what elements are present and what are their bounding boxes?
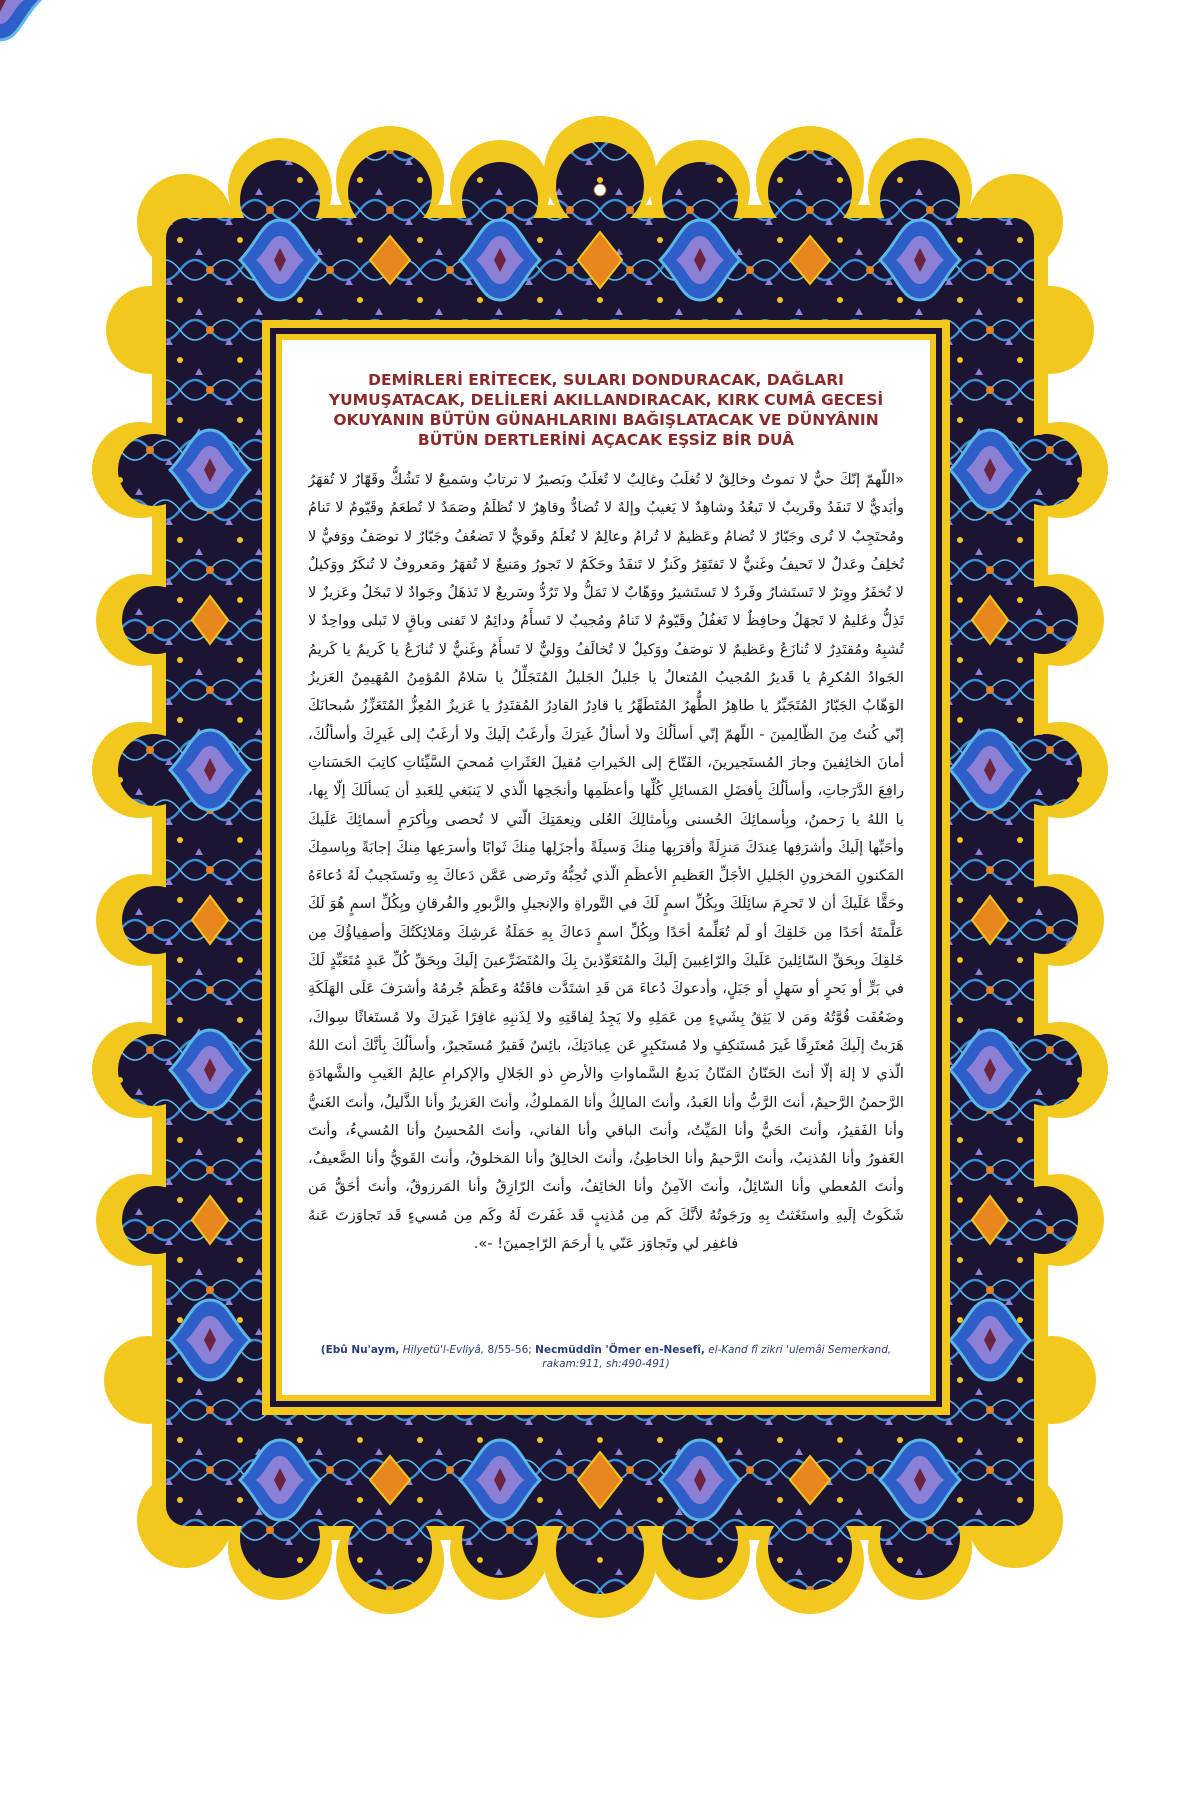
citation-ref-1: 8/55-56; xyxy=(487,1344,532,1356)
citation-ref-2: rakam:911, sh:490-491) xyxy=(542,1358,670,1370)
title-line-1: DEMİRLERİ ERİTECEK, SULARI DONDURACAK, DAĞLARI xyxy=(368,371,844,389)
dua-arabic-text: «اللّهمّ إنّكَ حيٌّ لا تموتُ وخالِقٌ لا تُغلَبُ وغالِبٌ لا تُغلَبُ وبَصيرٌ لا ترتابُ وسَميعٌ لا تَشُكُّ وقَهّارٌ لا تُقهَرُ وأبَديٌّ لا تَنفَدُ وقَريبٌ لا تَبعُدُ وشاهِدٌ لا يَغيبُ وإلهٌ لا تُضادُّ وقاهِرٌ لا تُظلَمُ وصَمَدٌ لا تُطعَمُ وقَيّومٌ لا تَنامُ ومُحتَجِبٌ لا تُرى وجَبّارٌ لا تُضامُ وعَظيمٌ لا تُرامُ وعالِمٌ لا تُعلَمُ وقَويٌّ لا تَضعُفُ وجَبّارٌ لا توصَفُ ووَفيٌّ لا تُخلِفُ وعَدلٌ لا تَحيفُ وغَنيٌّ لا تَفتَقِرُ وكَنزٌ لا تَنفَدُ وحَكَمٌ لا تَجورُ ومَنيعٌ لا تُقهَرُ ومَعروفٌ لا تُنكَرُ ووَكيلٌ لا تُخفَرُ ووِترٌ لا تَستَشارُ وفَردٌ لا تَستَشيرُ ووَهّابٌ لا تَمَلُّ ولا تَرُدُّ وسَريعٌ لا تَذهَلُ وجَوادٌ لا تَبخَلُ وعَزيزٌ لا تَذِلُّ وعَليمٌ لا تَجهَلُ وحافِظٌ لا تَغفُلُ وقَيّومٌ لا تَنامُ ومُجيبٌ لا تَسأَمُ ودائِمٌ لا تَفنى وباقٍ لا تَبلى وواحِدٌ لا تُشبِهُ ومُقتَدِرٌ لا تُنازَعُ وعَظيمٌ لا توصَفُ ووَكيلٌ لا تُخالَفُ ووَليٌّ لا تَسأَمُ وغَنيٌّ لا تُنازَعُ يا كَريمٌ يا كَريمُ الجَوادُ المُكرِمُ يا قَديرُ المُجيبُ المُتعالُ يا جَليلُ الجَليلُ المُتَجَلِّلُ يا سَلامُ المُؤمِنُ المُهَيمِنُ العَزيزُ الوَهّابُ الجَبّارُ المُتَجَبِّرُ يا طاهِرُ الطُّهرُ المُتَطَهِّرُ يا قادِرُ القادِرُ المُقتَدِرُ يا عَزيزُ المُعِزُّ المُتَعَزِّزُ سُبحانَكَ إنّي كُنتُ مِنَ الظّالِمينَ - اللّهمّ إنّي أسألُكَ ولا أسألُ غَيرَكَ وأرغَبُ إلَيكَ ولا أرغَبُ إلى غَيرِكَ وأسألُكَ، أمانَ الخائِفينَ وجارَ المُستَجيرينَ، الفَتّاحَ إلى الخَيراتِ مُقيلَ العَثَراتِ مُمحيَ السَّيِّئاتِ كاتِبَ الحَسَناتِ رافِعَ الدَّرَجاتِ، وأسألُكَ بِأفضَلِ المَسائِلِ كُلِّها وأعظَمِها وأنجَحِها الّذي لا يَنبَغي لِلعَبدِ أن يَسألَكَ إلّا بِها، يا اللهُ يا رَحمنُ، وبِأسمائِكَ الحُسنى وبِأمثالِكَ العُلى ونِعمَتِكَ الّتي لا تُحصى وبِأكرَمِ أسمائِكَ عَلَيكَ وأحَبِّها إلَيكَ وأشرَفِها عِندَكَ مَنزِلَةً وأقرَبِها مِنكَ وَسيلَةً وأجزَلِها مِنكَ ثَوابًا وأسرَعِها مِنكَ إجابَةً وبِاسمِكَ المَكنونِ المَخزونِ الجَليلِ الأجَلِّ العَظيمِ الأعظَمِ الّذي تُحِبُّهُ وتَرضى عَمَّن دَعاكَ بِهِ وتَستَجيبُ لَهُ دُعاءَهُ وحَقًّا عَلَيكَ أن لا تَحرِمَ سائِلَكَ وبِكُلِّ اسمٍ لَكَ في التَّوراةِ والإنجيلِ والزَّبورِ والفُرقانِ وبِكُلِّ اسمٍ هُوَ لَكَ عَلَّمتَهُ أحَدًا مِن خَلقِكَ أو لَم تُعَلِّمهُ أحَدًا وبِكُلِّ اسمٍ دَعاكَ بِهِ حَمَلَةُ عَرشِكَ ومَلائِكَتُكَ وأصفِياؤُكَ مِن خَلقِكَ وبِحَقِّ السّائِلينَ عَلَيكَ والرّاغِبينَ إلَيكَ والمُتَعَوِّذينَ بِكَ والمُتَضَرِّعينَ إلَيكَ وبِحَقِّ كُلِّ عَبدٍ مُتَعَبِّدٍ لَكَ في بَرٍّ أو بَحرٍ أو سَهلٍ أو جَبَلٍ، وأدعوكَ دُعاءَ مَن قَدِ اشتَدَّت فاقَتُهُ وعَظُمَ جُرمُهُ وأشرَفَ عَلَى الهَلَكَةِ وضَعُفَت قُوَّتُهُ ومَن لا يَثِقُ بِشَيءٍ مِن عَمَلِهِ ولا يَجِدُ لِفاقَتِهِ ولا لِذَنبِهِ غافِرًا غَيرَكَ ولا مُستَغاثًا سِواكَ، هَرَبتُ إلَيكَ مُعتَرِفًا غَيرَ مُستَنكِفٍ ولا مُستَكبِرٍ عَن عِبادَتِكَ، بائِسٌ فَقيرٌ مُستَجيرٌ، وأسألُكَ بِأنَّكَ أنتَ اللهُ الّذي لا إلهَ إلّا أنتَ الحَنّانُ المَنّانُ بَديعُ السَّماواتِ والأرضِ ذو الجَلالِ والإكرامِ عالِمُ الغَيبِ والشَّهادَةِ الرَّحمنُ الرَّحيمُ، أنتَ الرَّبُّ وأنا العَبدُ، وأنتَ المالِكُ وأنا المَملوكُ، وأنتَ العَزيزُ وأنا الذَّليلُ، وأنتَ الغَنيُّ وأنا الفَقيرُ، وأنتَ الحَيُّ وأنا المَيِّتُ، وأنتَ الباقي وأنا الفاني، وأنتَ المُحسِنُ وأنا المُسيءُ، وأنتَ الغَفورُ وأنا المُذنِبُ، وأنتَ الرَّحيمُ وأنا الخاطِئُ، وأنتَ الخالِقُ وأنا المَخلوقُ، وأنتَ القَويُّ وأنا الضَّعيفُ، وأنتَ المُعطي وأنا السّائِلُ، وأنتَ الآمِنُ وأنا الخائِفُ، وأنتَ الرّازِقُ وأنا المَرزوقُ، وأنتَ أحَقُّ مَن شَكَوتُ إلَيهِ واستَغَثتُ بِهِ ورَجَوتُهُ لأنَّكَ كَم مِن مُذنِبٍ قَد غَفَرتَ لَهُ وكَم مِن مُسيءٍ قَد تَجاوَزتَ عَنهُ فاغفِر لي وتَجاوَز عَنّي يا أرحَمَ الرّاحِمينَ! -». xyxy=(308,471,904,1253)
citation-work-2: el-Kand fî zikri 'ulemâi Semerkand, xyxy=(708,1344,892,1356)
citation-author-1: (Ebû Nu'aym, xyxy=(320,1344,400,1356)
citation-work-1: Hilyetü'l-Evliyâ, xyxy=(402,1344,485,1356)
citation-author-2: Necmüddîn 'Ömer en-Nesefî, xyxy=(535,1344,705,1356)
page-title xyxy=(308,370,904,450)
title-line-4: BÜTÜN DERTLERİNİ AÇACAK EŞSİZ BİR DUÂ xyxy=(417,431,795,449)
source-citation xyxy=(308,1343,904,1371)
title-line-2: YUMUŞATACAK, DELİLERİ AKILLANDIRACAK, KIRK CUMÂ GECESİ xyxy=(328,391,884,409)
text-panel xyxy=(282,340,930,1395)
title-line-3: OKUYANIN BÜTÜN GÜNAHLARINI BAĞIŞLATACAK VE DÜNYÂNIN xyxy=(333,411,879,429)
hanging-hole xyxy=(594,184,606,196)
